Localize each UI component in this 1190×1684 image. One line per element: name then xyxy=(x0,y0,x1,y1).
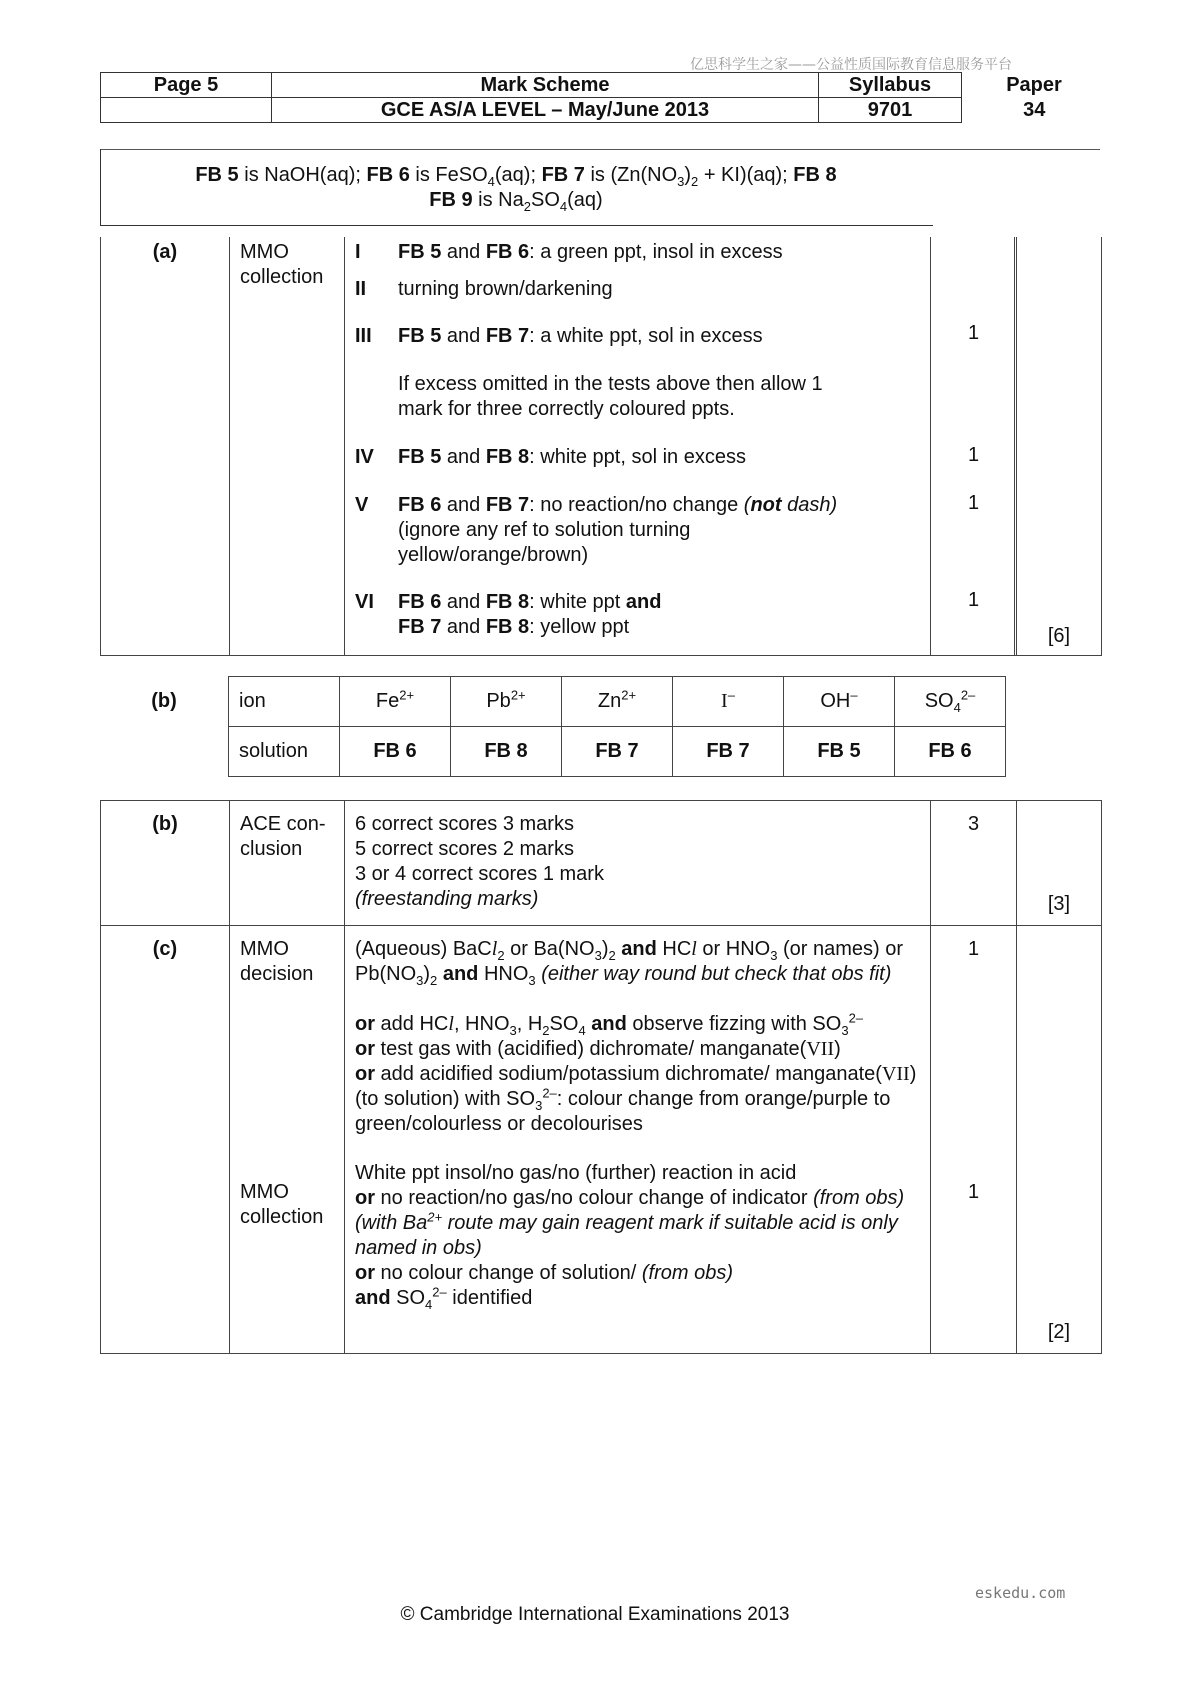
part-a-total: [6] xyxy=(1017,237,1102,655)
part-a-table xyxy=(100,237,1102,656)
ion-table-label: (b) xyxy=(151,690,177,712)
part-c-skills: MMO decision MMO collection xyxy=(230,926,345,1354)
paper-label: Paper xyxy=(1006,73,1062,96)
watermark-text: 亿思科学生之家——公益性质国际教育信息服务平台 xyxy=(690,57,1012,73)
ion-hydroxide: OH– xyxy=(784,677,895,727)
row-VI: VI FB 6 and FB 8: white ppt and FB 7 and FB 8: yellow ppt xyxy=(355,591,662,638)
syllabus-code: 9701 xyxy=(819,98,962,123)
excess-note: If excess omitted in the tests above then allow 1 mark for three correctly coloured ppts. xyxy=(398,373,823,420)
ion-iodide: I– xyxy=(673,677,784,727)
part-a-label: (a) xyxy=(101,237,230,655)
part-b-mark: 3 xyxy=(931,801,1017,926)
solution-cell: FB 6 xyxy=(895,727,1006,777)
solution-cell: FB 8 xyxy=(451,727,562,777)
row-IV: IV FB 5 and FB 8: white ppt, sol in excess xyxy=(355,446,746,468)
part-b-content: 6 correct scores 3 marks 5 correct scores 2 marks 3 or 4 correct scores 1 mark (freestanding marks) xyxy=(345,801,931,926)
part-a-marks: 1 1 1 1 xyxy=(931,237,1017,655)
part-c-total: [2] xyxy=(1017,926,1102,1354)
syllabus-label: Syllabus xyxy=(819,73,962,98)
ion-pb: $Pb^{2+}$ xyxy=(451,677,562,727)
row-I: I FB 5 and FB 6: a green ppt, insol in excess xyxy=(355,241,783,263)
copyright-footer: © Cambridge International Examinations 2013 xyxy=(400,1604,790,1625)
part-c-label: (c) xyxy=(101,926,230,1354)
header-blank-cell xyxy=(101,98,272,123)
part-a-skill: MMO collection xyxy=(230,237,345,655)
page-number: Page 5 xyxy=(101,73,272,98)
part-a-content xyxy=(345,237,931,655)
sulfite-alternatives: or add HCl, $HNO_3$, $H_2SO_4$ and observe fizzing with $SO_3^{2-}$ or test gas with (acidified) dichromate/ manganate(VII) or add acidified sodium/potassium dichromate/ manganate(VII) (to solution) with $SO_3^{2-}$: colour change from orange/purple to green/colourless or decolourises xyxy=(355,1010,917,1135)
intro-box xyxy=(100,149,933,226)
ion-zn: $Zn^{2+}$ xyxy=(562,677,673,727)
part-b-skill: ACE con- clusion xyxy=(230,801,345,926)
intro-line-1: FB 5 is NaOH(aq); FB 6 is FeSO$_4$(aq); FB 7 is $(Zn(NO_3)_2 + KI)(aq)$; FB 8 xyxy=(195,164,837,189)
reagent-answer: (Aqueous) BaCl$_2$ or $Ba(NO_3)_2$ and HCl or $HNO_3$ (or names) or $Pb(NO_3)_2$ and $HNO_3$ (either way round but check that obs fit) xyxy=(355,938,904,988)
ion-fe: $Fe^{2+}$ xyxy=(340,677,451,727)
ion-table xyxy=(228,676,1006,777)
part-c-marks: 1 1 xyxy=(931,926,1017,1354)
row-V: V FB 6 and FB 7: no reaction/no change (not dash) (ignore any ref to solution turning yellow/orange/brown) xyxy=(355,494,838,566)
site-watermark: eskedu.com xyxy=(975,1584,1066,1602)
parts-bc-table xyxy=(100,800,1102,1354)
row-III: III FB 5 and FB 7: a white ppt, sol in excess xyxy=(355,325,763,347)
document-title: Mark Scheme xyxy=(272,73,819,98)
solution-row-label: solution xyxy=(229,727,340,777)
ion-row-label: ion xyxy=(229,677,340,727)
observation-answer: White ppt insol/no gas/no (further) reaction in acid or no reaction/no gas/no colour change of indicator (from obs) (with $Ba^{2+}$ route may gain reagent mark if suitable acid is only named in obs) or no colour change of solution/ (from obs) and $SO_4^{2-}$ identified xyxy=(355,1162,905,1312)
solution-cell: FB 6 xyxy=(340,727,451,777)
ion-sulfate: $SO_4^{2-}$ xyxy=(895,677,1006,727)
intro-line-2: FB 9 is $Na_2SO_4(aq)$ xyxy=(429,189,603,214)
solution-cell: FB 7 xyxy=(673,727,784,777)
part-b-label: (b) xyxy=(101,801,230,926)
solution-cell: FB 5 xyxy=(784,727,895,777)
header-table xyxy=(100,72,1107,123)
paper-code: 34 xyxy=(1023,98,1046,121)
part-c-content xyxy=(345,926,931,1354)
solution-cell: FB 7 xyxy=(562,727,673,777)
part-b-total: [3] xyxy=(1017,801,1102,926)
exam-session: GCE AS/A LEVEL – May/June 2013 xyxy=(272,98,819,123)
row-II: II turning brown/darkening xyxy=(355,278,613,300)
